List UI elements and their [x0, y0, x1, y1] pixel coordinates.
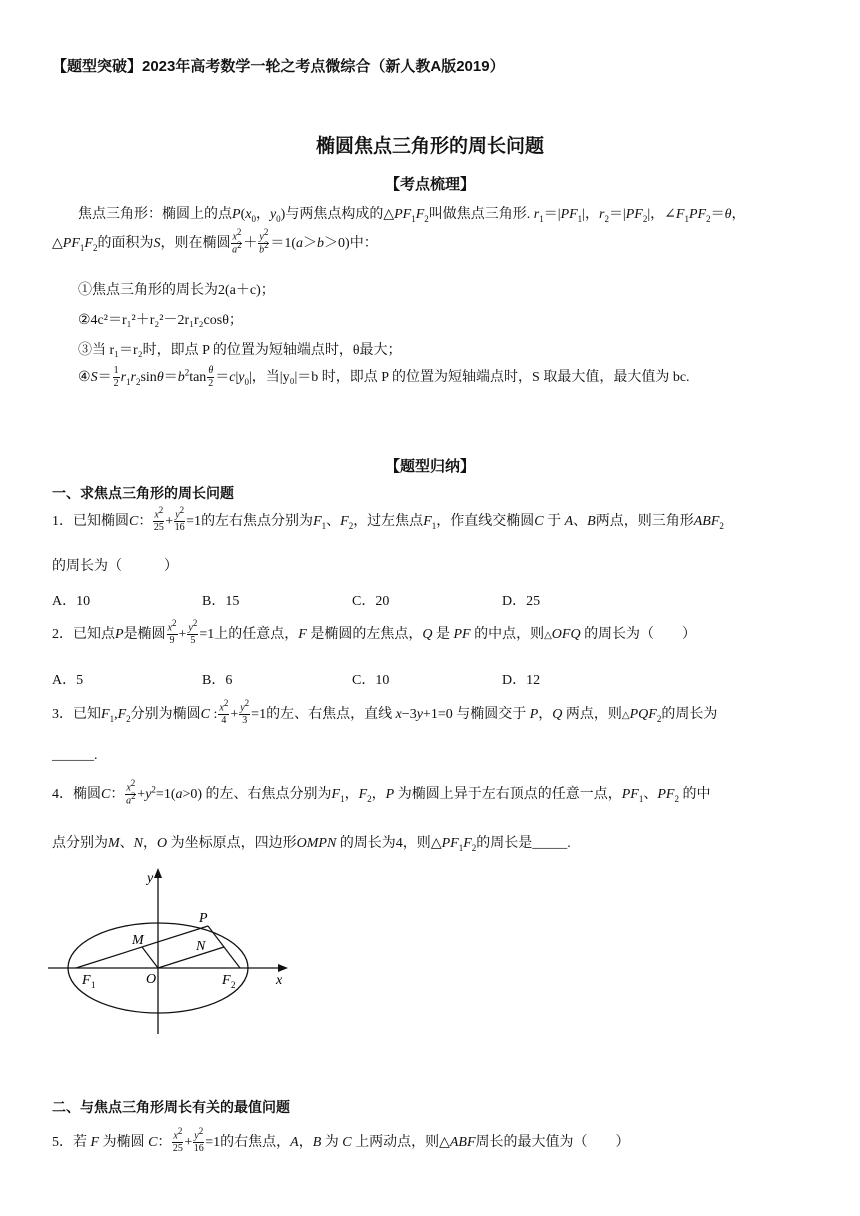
- label-n: N: [196, 939, 206, 954]
- review-item-4: ④S＝ $\frac{1}{2}$ $r_1r_2\sin\theta=b^2\tan$ $\frac{\theta}{2}$ $=c|y_0|$，当|y₀|＝b 时，即点 P 的位置为短轴端点时，S 取最大值，最大值为 bc.: [78, 365, 690, 390]
- problem-5-line: 5．若 F 为椭圆 C： $\frac{x^2}{25}$ + $\frac{y^2}{16}$ =1的右焦点，A，B 为 C 上两动点，则△ABF周长的最大值为（ ）: [52, 1126, 630, 1155]
- segment-om: [142, 947, 158, 968]
- label-y: y: [147, 871, 154, 886]
- problem-1-option-a: A．10: [52, 594, 91, 609]
- problem-1-option-b: B．15: [202, 594, 240, 609]
- doc-title: 椭圆焦点三角形的周长问题: [315, 136, 544, 157]
- label-f2-sub: 2: [231, 980, 236, 990]
- problem-4-line2: 点分别为M、N，O 为坐标原点，四边形OMPN 的周长为4，则$\triangle PF_1F_2$的周长是_____.: [52, 836, 571, 853]
- review-item-1: ①焦点三角形的周长为2(a＋c)；: [78, 283, 275, 298]
- problem-1-line2: 的周长为（ ）: [52, 559, 178, 574]
- problem-2-option-a: A．5: [52, 673, 84, 688]
- review-heading: 【考点梳理】: [384, 176, 475, 193]
- problem-2-option-c: C．10: [352, 673, 390, 688]
- problem-3-line2: ______.: [52, 748, 98, 763]
- review-intro-line1: 焦点三角形：椭圆上的点$P(x_0$，$y_0$)与两焦点构成的$\triangle PF_1F_2$叫做焦点三角形. $r_1=|PF_1|$，$r_2=|PF_2|$，$\angle F_1PF_2=\theta$，: [78, 207, 746, 224]
- header-title: 【题型突破】2023年高考数学一轮之考点微综合（新人教A版2019）: [52, 58, 505, 75]
- y-axis-arrow: [154, 868, 162, 878]
- label-f2: F: [222, 973, 231, 988]
- problem-4-line1: 4．椭圆C： $\frac{x^2}{a^2}$ $+y^2=1(a>0)$ 的左、右焦点分别为$F_1$，$F_2$，P 为椭圆上异于左右顶点的任意一点，$PF_1$、$PF_2$ 的中: [52, 777, 711, 807]
- label-x: x: [276, 973, 283, 988]
- label-f1: F: [82, 973, 91, 988]
- part2-title: 二、与焦点三角形周长有关的最值问题: [52, 1099, 290, 1115]
- problem-2-option-d: D．12: [502, 673, 541, 688]
- label-o: O: [146, 972, 157, 987]
- review-item-3: ③当 r₁＝r₂时，即点 P 的位置为短轴端点时，θ最大；: [78, 343, 402, 358]
- part1-title: 一、求焦点三角形的周长问题: [52, 485, 234, 501]
- review-intro-line2: $\triangle PF_1F_2$的面积为S，则在椭圆 $\frac{x^2}{a^2}$ ＋ $\frac{y^2}{b^2}$ ＝1(a＞b＞0)中：: [52, 226, 378, 256]
- label-f1-sub: 1: [91, 980, 96, 990]
- label-p: P: [199, 911, 208, 926]
- problem-2-line: 2．已知点P是椭圆 $\frac{x^2}{9}$ + $\frac{y^2}{5}$ =1上的任意点，F 是椭圆的左焦点，Q 是 PF 的中点，则△OFQ 的周长为（ ）: [52, 618, 697, 647]
- problem-1-option-d: D．25: [502, 594, 541, 609]
- review-item-2: ②4c²＝r₁²＋r₂²－2r₁r₂cosθ；: [78, 313, 243, 328]
- x-axis-arrow: [278, 964, 288, 972]
- label-m: M: [132, 933, 144, 948]
- problem-3-line1: 3．已知$F_1,F_2$分别为椭圆C : $\frac{x^2}{4}$ + $\frac{y^2}{3}$ =1的左、右焦点，直线 x−3y+1=0 与椭圆交于 P，Q 两点，则$\triangle PQF_2$的周长为: [52, 698, 718, 727]
- segment-on: [158, 947, 224, 968]
- ellipse-figure: [48, 862, 298, 1042]
- problem-1-line1: 1．已知椭圆C： $\frac{x^2}{25}$ + $\frac{y^2}{16}$ =1的左右焦点分别为$F_1$、$F_2$，过左焦点$F_1$，作直线交椭圆C 于 A、B两点，则三角形$ABF_2$: [52, 505, 724, 534]
- problem-1-option-c: C．20: [352, 594, 390, 609]
- types-heading: 【题型归纳】: [384, 458, 475, 475]
- problem-2-option-b: B．6: [202, 673, 233, 688]
